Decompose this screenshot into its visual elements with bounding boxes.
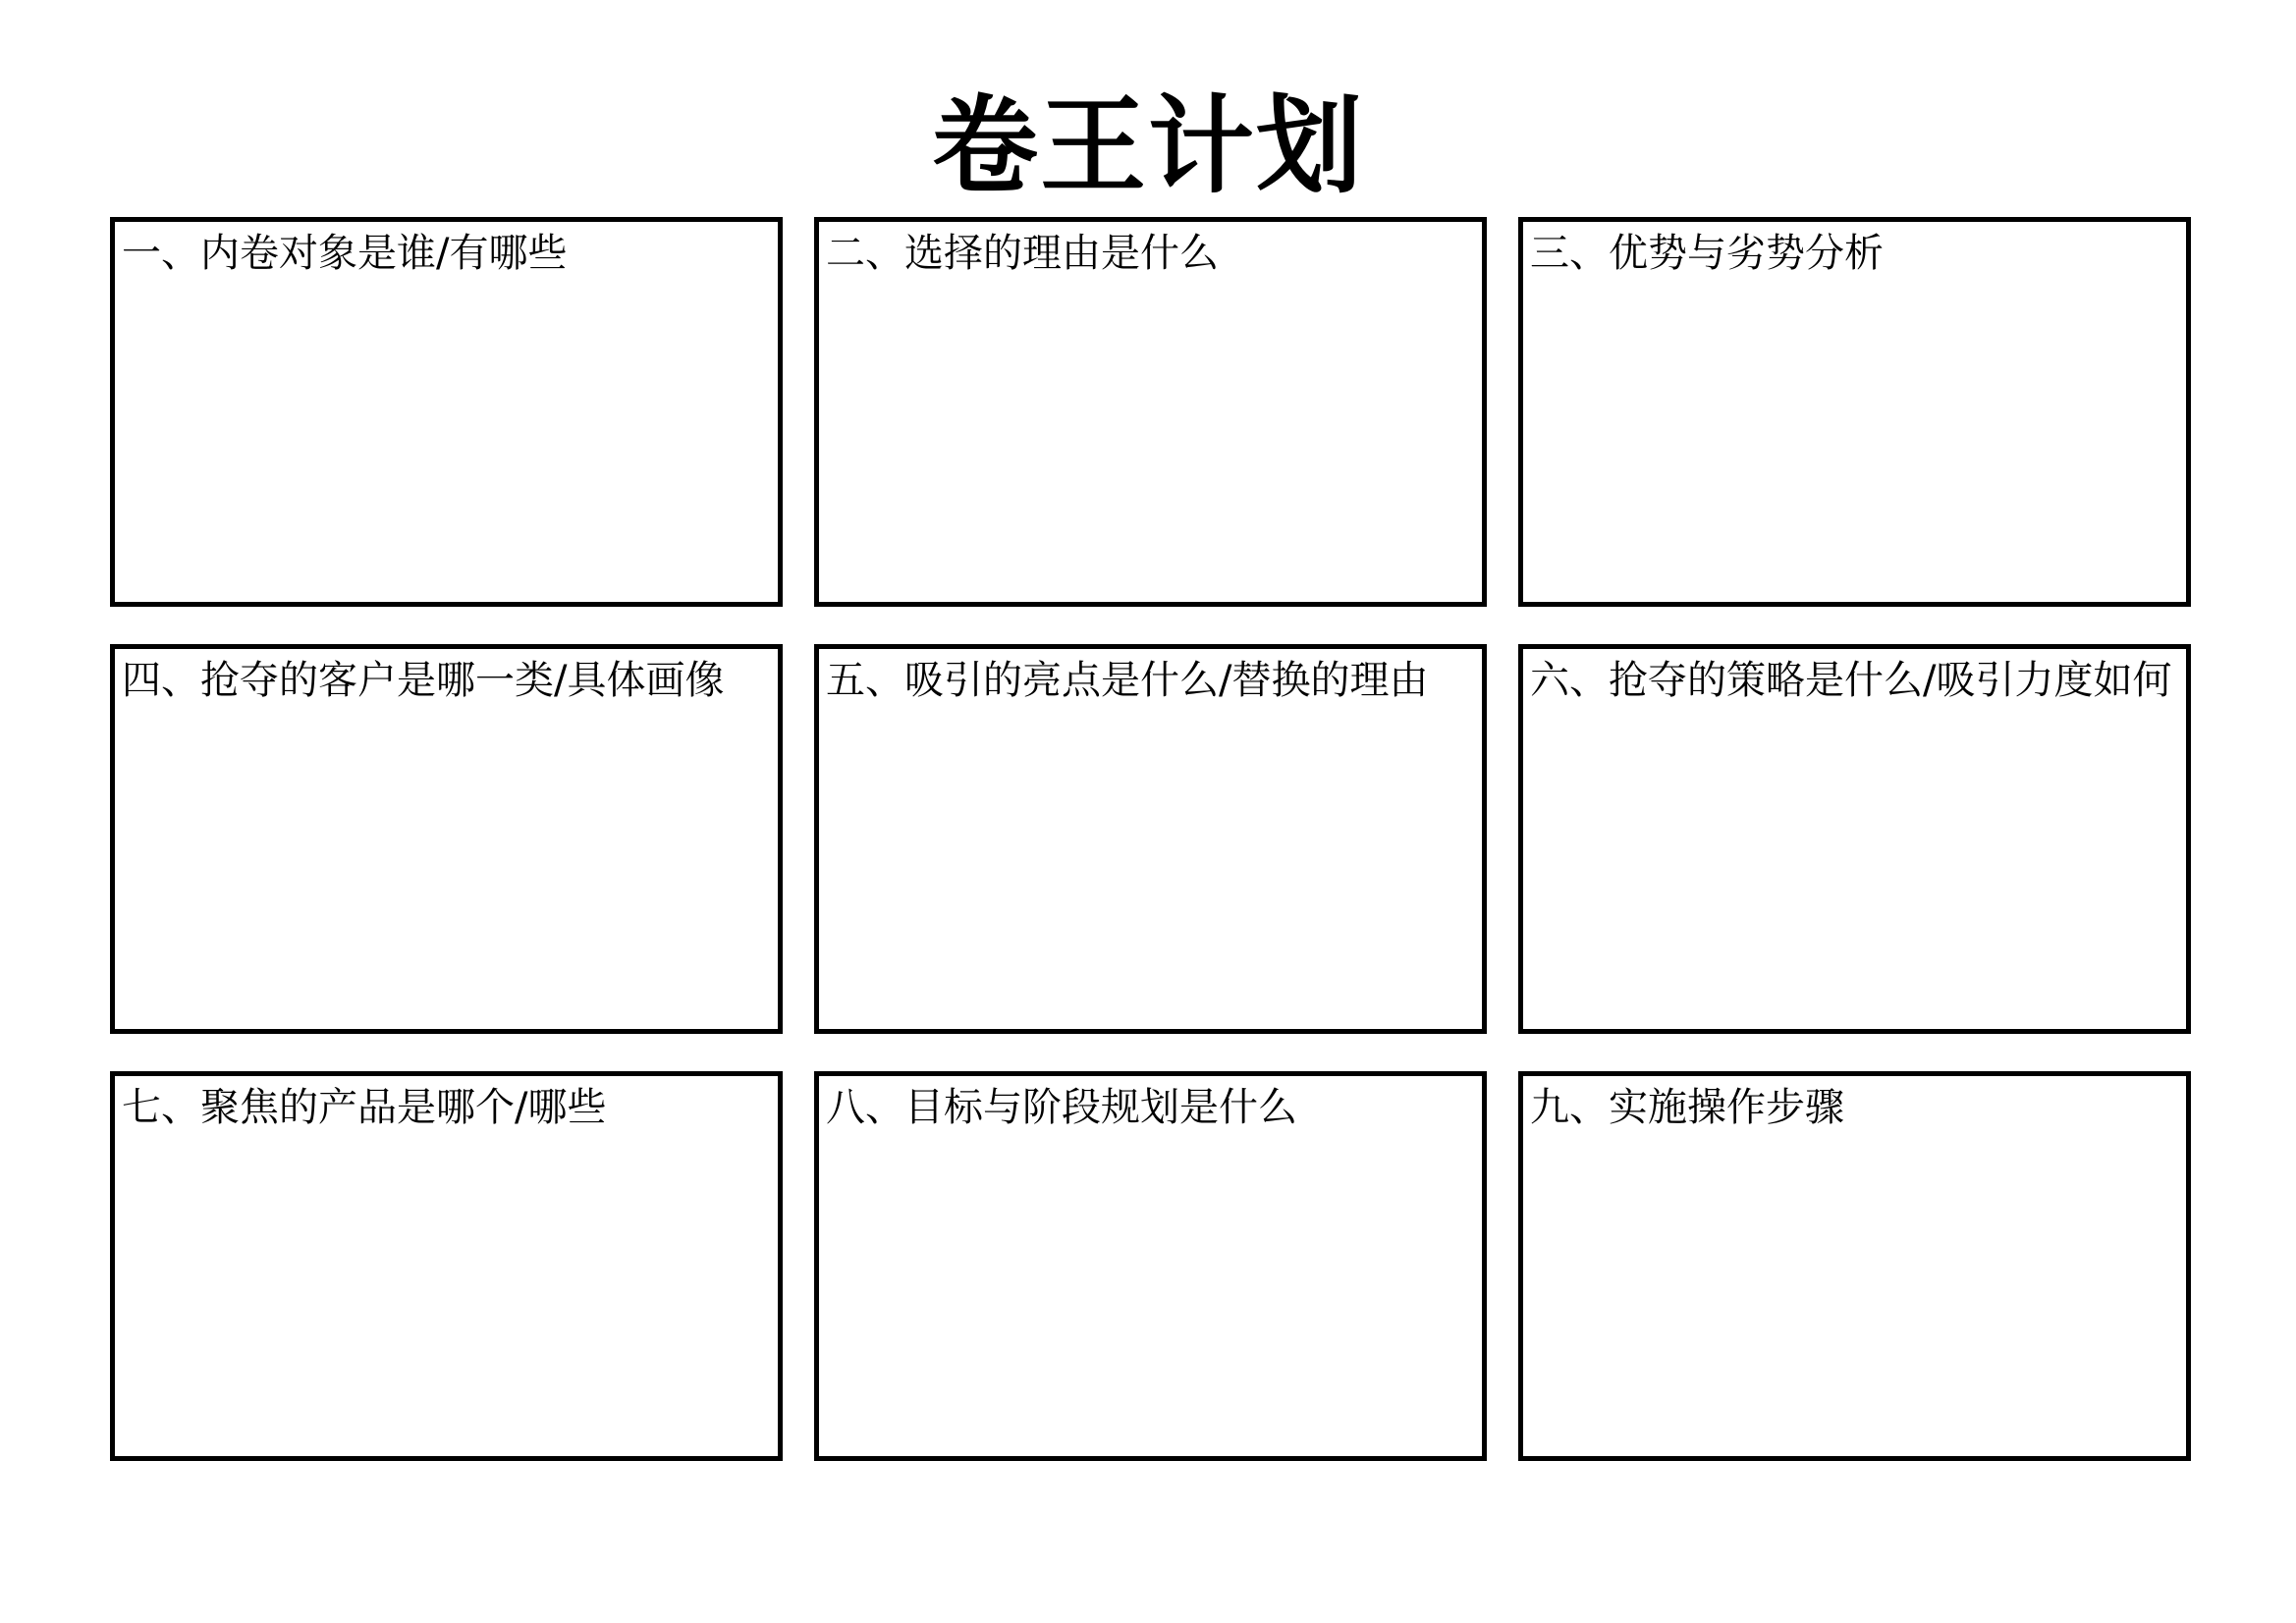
section-label-7: 七、聚焦的产品是哪个/哪些 [122,1085,607,1130]
section-label-6: 六、抢夺的策略是什么/吸引力度如何 [1530,658,2172,703]
section-box-7[interactable] [110,1071,783,1461]
section-box-8[interactable] [814,1071,1487,1461]
section-label-3: 三、优势与劣势分析 [1530,231,1884,276]
section-box-6[interactable] [1518,644,2191,1034]
section-label-9: 九、实施操作步骤 [1530,1085,1844,1130]
section-box-5[interactable] [814,644,1487,1034]
section-label-5: 五、吸引的亮点是什么/替换的理由 [826,658,1429,703]
section-label-4: 四、抢夺的客户是哪一类/具体画像 [122,658,725,703]
section-box-9[interactable] [1518,1071,2191,1461]
section-box-4[interactable] [110,644,783,1034]
section-box-2[interactable] [814,217,1487,607]
section-box-3[interactable] [1518,217,2191,607]
section-label-8: 八、目标与阶段规划是什么 [826,1085,1297,1130]
section-label-1: 一、内卷对象是谁/有哪些 [122,231,568,276]
plan-grid [110,217,2192,1464]
section-label-2: 二、选择的理由是什么 [826,231,1219,276]
section-box-1[interactable] [110,217,783,607]
page-title: 卷王计划 [931,85,1364,208]
